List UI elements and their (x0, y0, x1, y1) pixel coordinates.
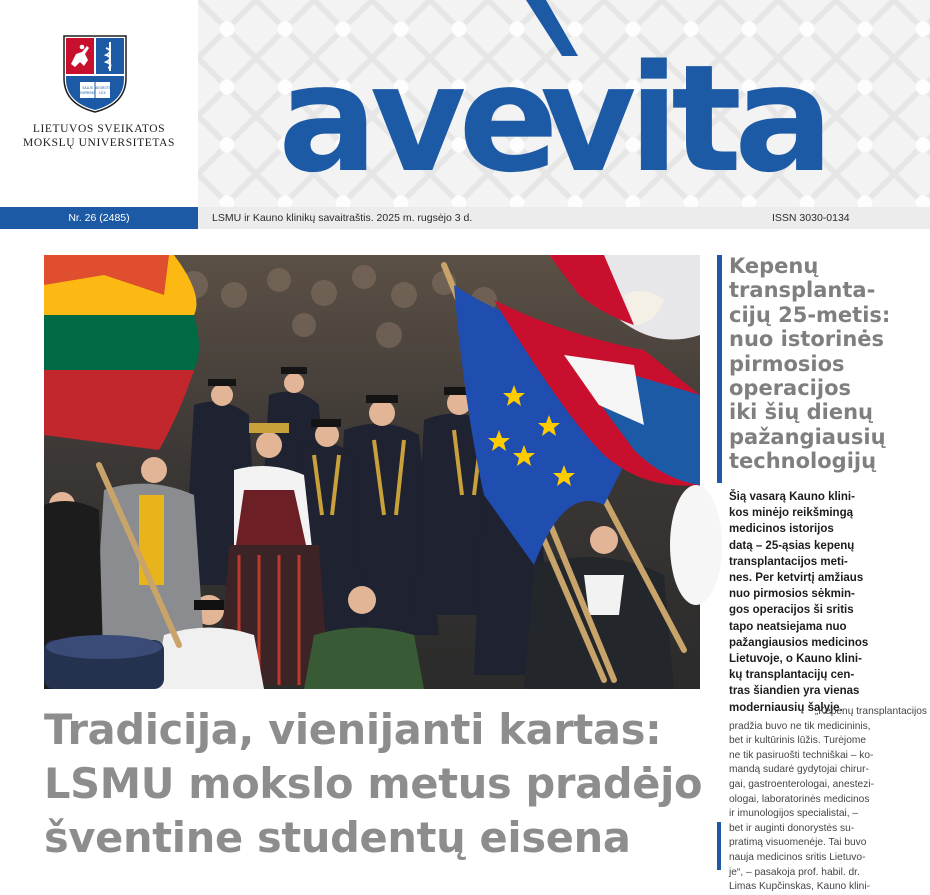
sidebar-title-line: transplanta- (729, 278, 876, 303)
university-logo-block (0, 0, 198, 207)
sidebar-lead-line: Lietuvoje, o Kauno klini- (729, 653, 862, 666)
sidebar-body-line: bet ir kultūrinis lūžis. Turėjome (729, 735, 867, 747)
sidebar-lead-line: medicinos istorijos (729, 523, 834, 536)
sidebar-title-line: iki šių dienų (729, 400, 874, 425)
sidebar-lead-line: nes. Per ketvirtį amžiaus (729, 572, 864, 585)
university-name (0, 122, 198, 150)
sidebar-title-line: pirmosios (729, 351, 845, 376)
issn-number: ISSN 3030-0134 (772, 212, 850, 224)
sidebar-lead-line: datą – 25-ąsias kepenų (729, 539, 855, 552)
sidebar-body-line: mandą sudarė gydytojai chirur- (729, 764, 869, 776)
sidebar-lead-line: Šią vasarą Kauno klini- (729, 491, 855, 503)
sidebar-body-line: gai, gastroenterologai, anestezi- (729, 778, 874, 790)
sidebar-body-line: nauja medicinos sritis Lietuvo- (729, 851, 866, 863)
sidebar-body-line: Limas Kupčinskas, Kauno klini- (729, 881, 870, 893)
sidebar-title-line: cijų 25-metis: (729, 302, 891, 327)
avevita-logo (278, 0, 898, 207)
svg-text:ave: ave (278, 33, 551, 205)
sidebar-title-line: operacijos (729, 376, 852, 401)
svg-text:LEX: LEX (99, 91, 106, 95)
sidebar-body-line: ologai, laboratorinės medicinos (729, 793, 870, 805)
issue-number: Nr. 26 (2485) (0, 207, 198, 229)
svg-text:SUPREMA: SUPREMA (79, 91, 96, 95)
sidebar-body-line: ir imunologijos specialistai, – (729, 808, 859, 820)
sidebar-body-line: ne tik pasiruošti techniškai – ko- (729, 749, 874, 761)
sidebar-body-line: „Kepenų transplantacijos (814, 706, 927, 717)
main-headline-line: šventine studentų eisena (44, 813, 631, 862)
main-headline-line: Tradicija, vienijanti kartas: (44, 705, 662, 754)
sidebar-title-line: pažangiausių (729, 424, 886, 449)
masthead (0, 0, 930, 207)
svg-text:SALUS: SALUS (82, 86, 93, 90)
sidebar-lead-line: moderniausių šalyje. (729, 701, 843, 714)
sidebar-lead-line: kos minėjo reikšmingą (729, 507, 853, 520)
sidebar-accent-bar (717, 255, 722, 483)
sidebar-article-body (729, 705, 927, 895)
sidebar-lead-line: tras šiandien yra vienas (729, 685, 860, 698)
university-name-line2: MOKSLŲ UNIVERSITETAS (23, 137, 175, 149)
sidebar-title-line: nuo istorinės (729, 327, 885, 352)
sidebar-lead-line: transplantacijos meti- (729, 555, 848, 568)
sidebar-lead-line: kų transplantacijų cen- (729, 669, 855, 682)
procession-photo (44, 255, 700, 689)
sidebar-lead-line: nuo pirmosios sėkmin- (729, 588, 855, 601)
sidebar-lead-line: tapo neatsiejama nuo (729, 620, 847, 633)
sidebar-title-line: technologijų (729, 449, 877, 474)
sidebar-lead-line: pažangiausios medicinos (729, 636, 869, 649)
main-headline-line: LSMU mokslo metus pradėjo (44, 759, 703, 808)
procession-photo-illustration (44, 255, 700, 689)
main-headline (44, 703, 704, 865)
sidebar-lead-line: gos operacijos ši sritis (729, 604, 854, 617)
sidebar-body-line: pradžia buvo ne tik medicininis, (729, 720, 871, 732)
sidebar-body-line: pratimą visuomenėje. Tai buvo (729, 837, 867, 849)
university-crest-icon (62, 34, 128, 114)
publication-info: LSMU ir Kauno klinikų savaitraštis. 2025 m. rugsėjo 3 d. (212, 212, 473, 224)
sidebar-body-line: je“, – pasakoja prof. habil. dr. (729, 866, 860, 878)
issue-info-bar (0, 207, 930, 229)
sidebar-body-line: bet ir auginti donorystės su- (729, 822, 855, 834)
sidebar-title-line: Kepenų (729, 254, 819, 278)
sidebar-accent-bar-lower (717, 822, 721, 870)
sidebar-article-title (729, 254, 929, 474)
svg-text:vita: vita (540, 33, 826, 205)
sidebar-article-lead (729, 489, 927, 716)
svg-text:AEGROTI: AEGROTI (95, 86, 110, 90)
university-name-line1: LIETUVOS SVEIKATOS (32, 123, 166, 135)
